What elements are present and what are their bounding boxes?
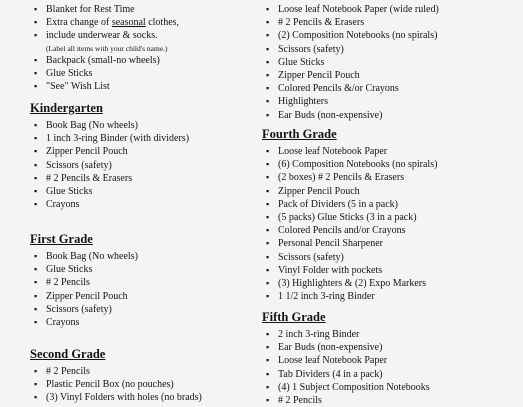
fourth-grade-heading: Fourth Grade <box>262 127 337 141</box>
list-item: ▪ Colored Pencils &/or Crayons <box>262 82 520 95</box>
list-item: ▪ (3) Vinyl Folders with holes (no brads) <box>30 391 265 404</box>
list-item: ▪ Book Bag (No wheels) <box>30 250 265 263</box>
list-item: ▪ "See" Wish List <box>30 80 265 93</box>
list-item: ▪ Loose leaf Notebook Paper <box>262 145 520 158</box>
kindergarten-list <box>30 119 265 211</box>
first-grade-section <box>30 232 265 329</box>
list-item: ▪ (2) Composition Notebooks (no spirals) <box>262 29 520 42</box>
list-item: ▪ Plastic Pencil Box (no pouches) <box>30 378 265 391</box>
list-item: ▪ Scissors (safety) <box>30 159 265 172</box>
kindergarten-heading: Kindergarten <box>30 101 103 115</box>
list-item: ▪ Pack of Dividers (5 in a pack) <box>262 198 520 211</box>
list-item: ▪ Glue Sticks <box>262 56 520 69</box>
first-grade-heading: First Grade <box>30 232 93 246</box>
list-item: ▪ Glue Sticks <box>30 263 265 276</box>
list-item: ▪ Zipper Pencil Pouch <box>262 69 520 82</box>
list-item: ▪ 2 inch 3-ring Binder <box>262 328 520 341</box>
list-item: ▪ Zipper Pencil Pouch <box>30 145 265 158</box>
list-item: ▪ Book Bag (No wheels) <box>30 119 265 132</box>
list-item: ▪ (4) 1 Subject Composition Notebooks <box>262 381 520 394</box>
list-item: ▪ Tab Dividers (4 in a pack) <box>262 368 520 381</box>
list-item: ▪ 1 inch 3-ring Binder (with dividers) <box>30 132 265 145</box>
list-item: ▪ (6) Composition Notebooks (no spirals) <box>262 158 520 171</box>
third-grade-list <box>262 3 520 122</box>
list-item: ▪ Glue Sticks <box>30 67 265 80</box>
seasonal-text: seasonal <box>111 17 146 29</box>
preschool-list <box>30 3 265 93</box>
label-note: (Label all items with your child's name.) <box>46 43 168 53</box>
third-grade-section <box>262 3 520 122</box>
list-item: ▪ 1 1/2 inch 3-ring Binder <box>262 290 520 303</box>
list-item: ▪ Colored Pencils and/or Crayons <box>262 224 520 237</box>
kindergarten-section <box>30 101 265 211</box>
list-item: ▪ Vinyl Folder with pockets <box>262 264 520 277</box>
list-item: ▪ (2 boxes) # 2 Pencils & Erasers <box>262 171 520 184</box>
clothes-text-b: clothes, <box>148 17 180 29</box>
fifth-grade-heading: Fifth Grade <box>262 310 326 324</box>
list-item: ▪ # 2 Pencils <box>30 365 265 378</box>
list-item: ▪ Scissors (safety) <box>30 303 265 316</box>
list-item: ▪ Zipper Pencil Pouch <box>262 185 520 198</box>
list-item: ▪ # 2 Pencils <box>30 276 265 289</box>
fifth-grade-section <box>262 310 520 407</box>
list-item: ▪ Personal Pencil Sharpener <box>262 237 520 250</box>
second-grade-list <box>30 365 265 405</box>
second-grade-heading: Second Grade <box>30 347 106 361</box>
list-item: ▪ (5 packs) Glue Sticks (3 in a pack) <box>262 211 520 224</box>
list-item: ▪ Crayons <box>30 316 265 329</box>
fourth-grade-section <box>262 127 520 303</box>
fifth-grade-list <box>262 328 520 407</box>
second-grade-section <box>30 347 265 405</box>
list-item: ▪ Scissors (safety) <box>262 251 520 264</box>
fourth-grade-list <box>262 145 520 303</box>
list-item <box>30 16 265 29</box>
list-item: ▪ Ear Buds (non-expensive) <box>262 341 520 354</box>
list-item: ▪ Glue Sticks <box>30 185 265 198</box>
list-item: ▪ # 2 Pencils & Erasers <box>262 16 520 29</box>
list-item: ▪ Ear Buds (non-expensive) <box>262 109 520 122</box>
list-item: ▪ Crayons <box>30 198 265 211</box>
list-item-continuation <box>30 29 265 42</box>
underwear-text: include underwear & socks. <box>46 30 158 42</box>
list-item: ▪ Highlighters <box>262 95 520 108</box>
list-item: ▪ # 2 Pencils & Erasers <box>30 172 265 185</box>
list-item: ▪ (3) Highlighters & (2) Expo Markers <box>262 277 520 290</box>
clothes-text-a: Extra change of <box>46 17 110 29</box>
list-item: ▪ # 2 Pencils <box>262 394 520 407</box>
list-item: ▪ Loose leaf Notebook Paper (wide ruled) <box>262 3 520 16</box>
list-item: ▪ Loose leaf Notebook Paper <box>262 354 520 367</box>
list-item: ▪ Zipper Pencil Pouch <box>30 290 265 303</box>
list-item: ▪ Backpack (small-no wheels) <box>30 54 265 67</box>
list-item: ▪ Scissors (safety) <box>262 43 520 56</box>
first-grade-list <box>30 250 265 329</box>
list-item: ▪ Blanket for Rest Time <box>30 3 265 16</box>
preschool-section <box>30 3 265 93</box>
